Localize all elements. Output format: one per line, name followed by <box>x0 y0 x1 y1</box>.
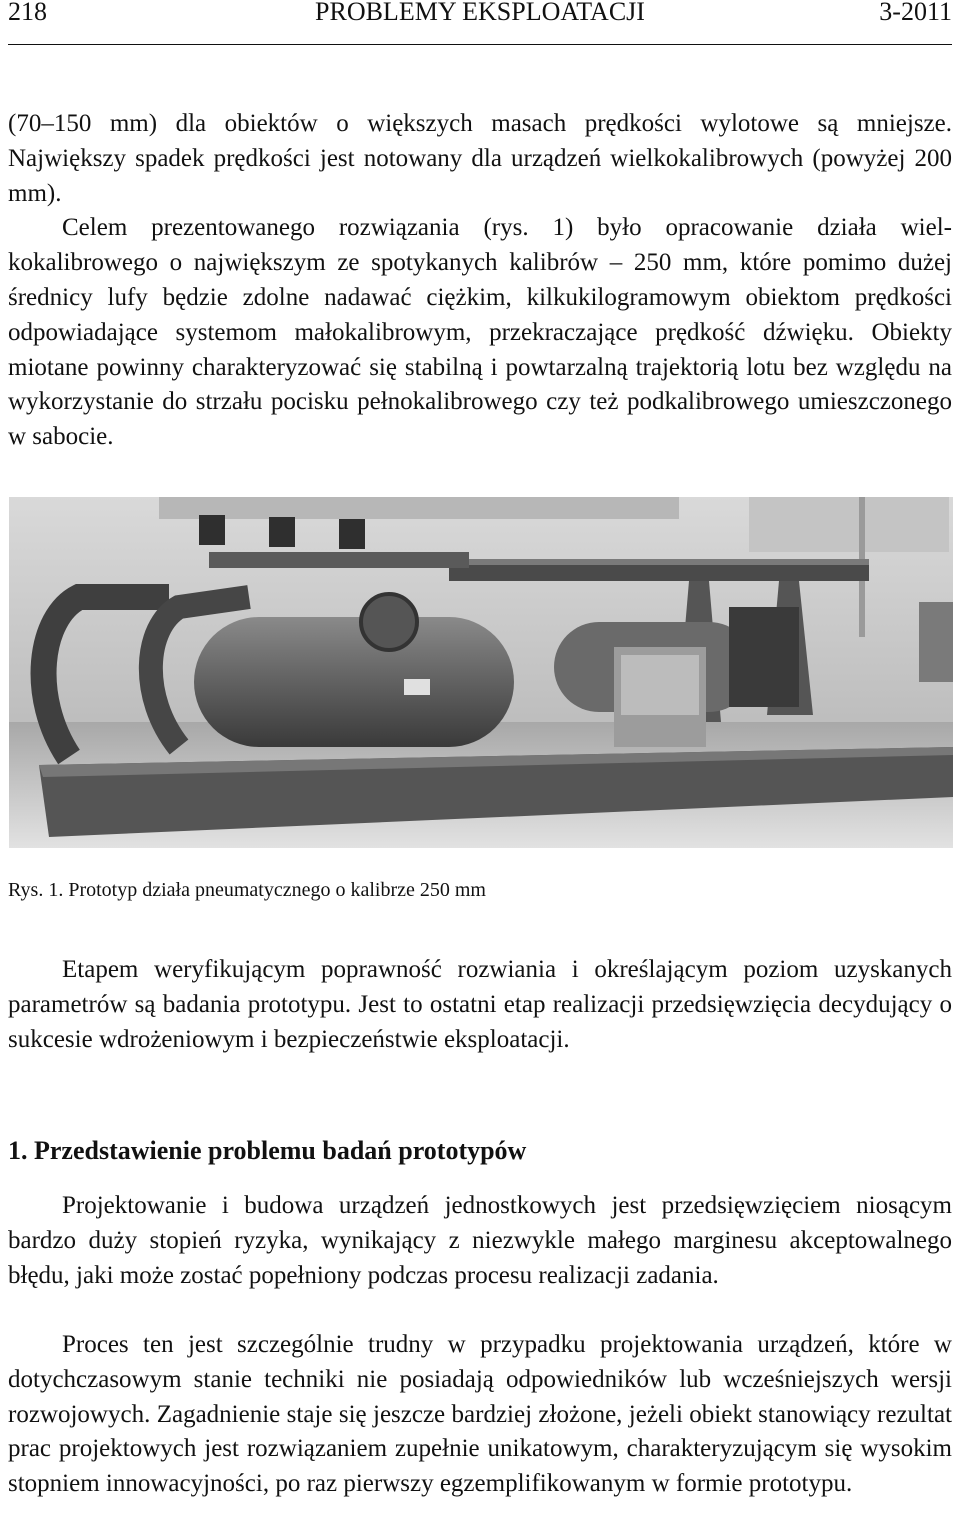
cannon-photo-illustration <box>9 497 953 848</box>
paragraph-3 <box>8 1189 952 1293</box>
running-header <box>8 0 952 45</box>
journal-title: PROBLEMY EKSPLOATACJI <box>315 0 645 26</box>
issue-number: 3-2011 <box>879 0 952 26</box>
paragraph-4-text: Proces ten jest szczególnie trudny w przypadku projektowania urządzeń, które w dotychczasowym stanie techniki nie posiadają odpowiedników lub wcześniejszych wersji rozwojowych. Zagadnienie staje się jeszcze bardziej złożone, jeżeli obiekt stanowiący rezultat prac projektowych jest rozwiązaniem zupełnie unikatowym, charakteryzującym się wysokim stopniem innowacyjności, po raz pierwszy egzemplifikowanym w formie prototypu. <box>8 1331 952 1498</box>
figure-caption: Rys. 1. Prototyp działa pneumatycznego o kalibrze 250 mm <box>8 879 486 901</box>
paragraph-4 <box>8 1328 952 1502</box>
section-heading: 1. Przedstawienie problemu badań prototypów <box>8 1136 527 1165</box>
paragraph-2 <box>8 953 952 1057</box>
figure-photo-pneumatic-cannon <box>9 497 953 848</box>
paragraph-1-indented: Celem prezentowanego rozwiązania (rys. 1) było opracowanie działa wielkokalibrowego o największym ze spotykanych kalibrów – 250 mm, które pomimo dużej średnicy lufy będzie zdolne nadawać ciężkim, kilkukilogramowym obiektom prędkości odpowiadające systemom małokalibrowym, przekraczające prędkość dźwięku. Obiekty miotane powinny charakteryzować się stabilną i powtarzalną trajektorią lotu bez względu na wykorzystanie do strzału pocisku pełnokalibrowego czy też podkalibrowego umieszczonego w sabocie. <box>8 214 952 451</box>
page-number: 218 <box>8 0 47 26</box>
paragraph-1-continuation: (70–150 mm) dla obiektów o większych masach prędkości wylotowe są mniejsze. Największy spadek prędkości jest notowany dla urządzeń wielkokalibrowych (powyżej 200 mm). <box>8 110 952 207</box>
paragraph-2-text: Etapem weryfikującym poprawność rozwiania i określającym poziom uzyskanych parametrów są badania prototypu. Jest to ostatni etap realizacji przedsięwzięcia decydujący o sukcesie wdrożeniowym i bezpieczeństwie eksploatacji. <box>8 956 952 1053</box>
paragraph-1 <box>8 107 952 455</box>
paragraph-3-text: Projektowanie i budowa urządzeń jednostkowych jest przedsięwzięciem niosącym bardzo duży stopień ryzyka, wynikający z niezwykle małego marginesu akceptowalnego błędu, jaki może zostać popełniony podczas procesu realizacji zadania. <box>8 1192 952 1289</box>
